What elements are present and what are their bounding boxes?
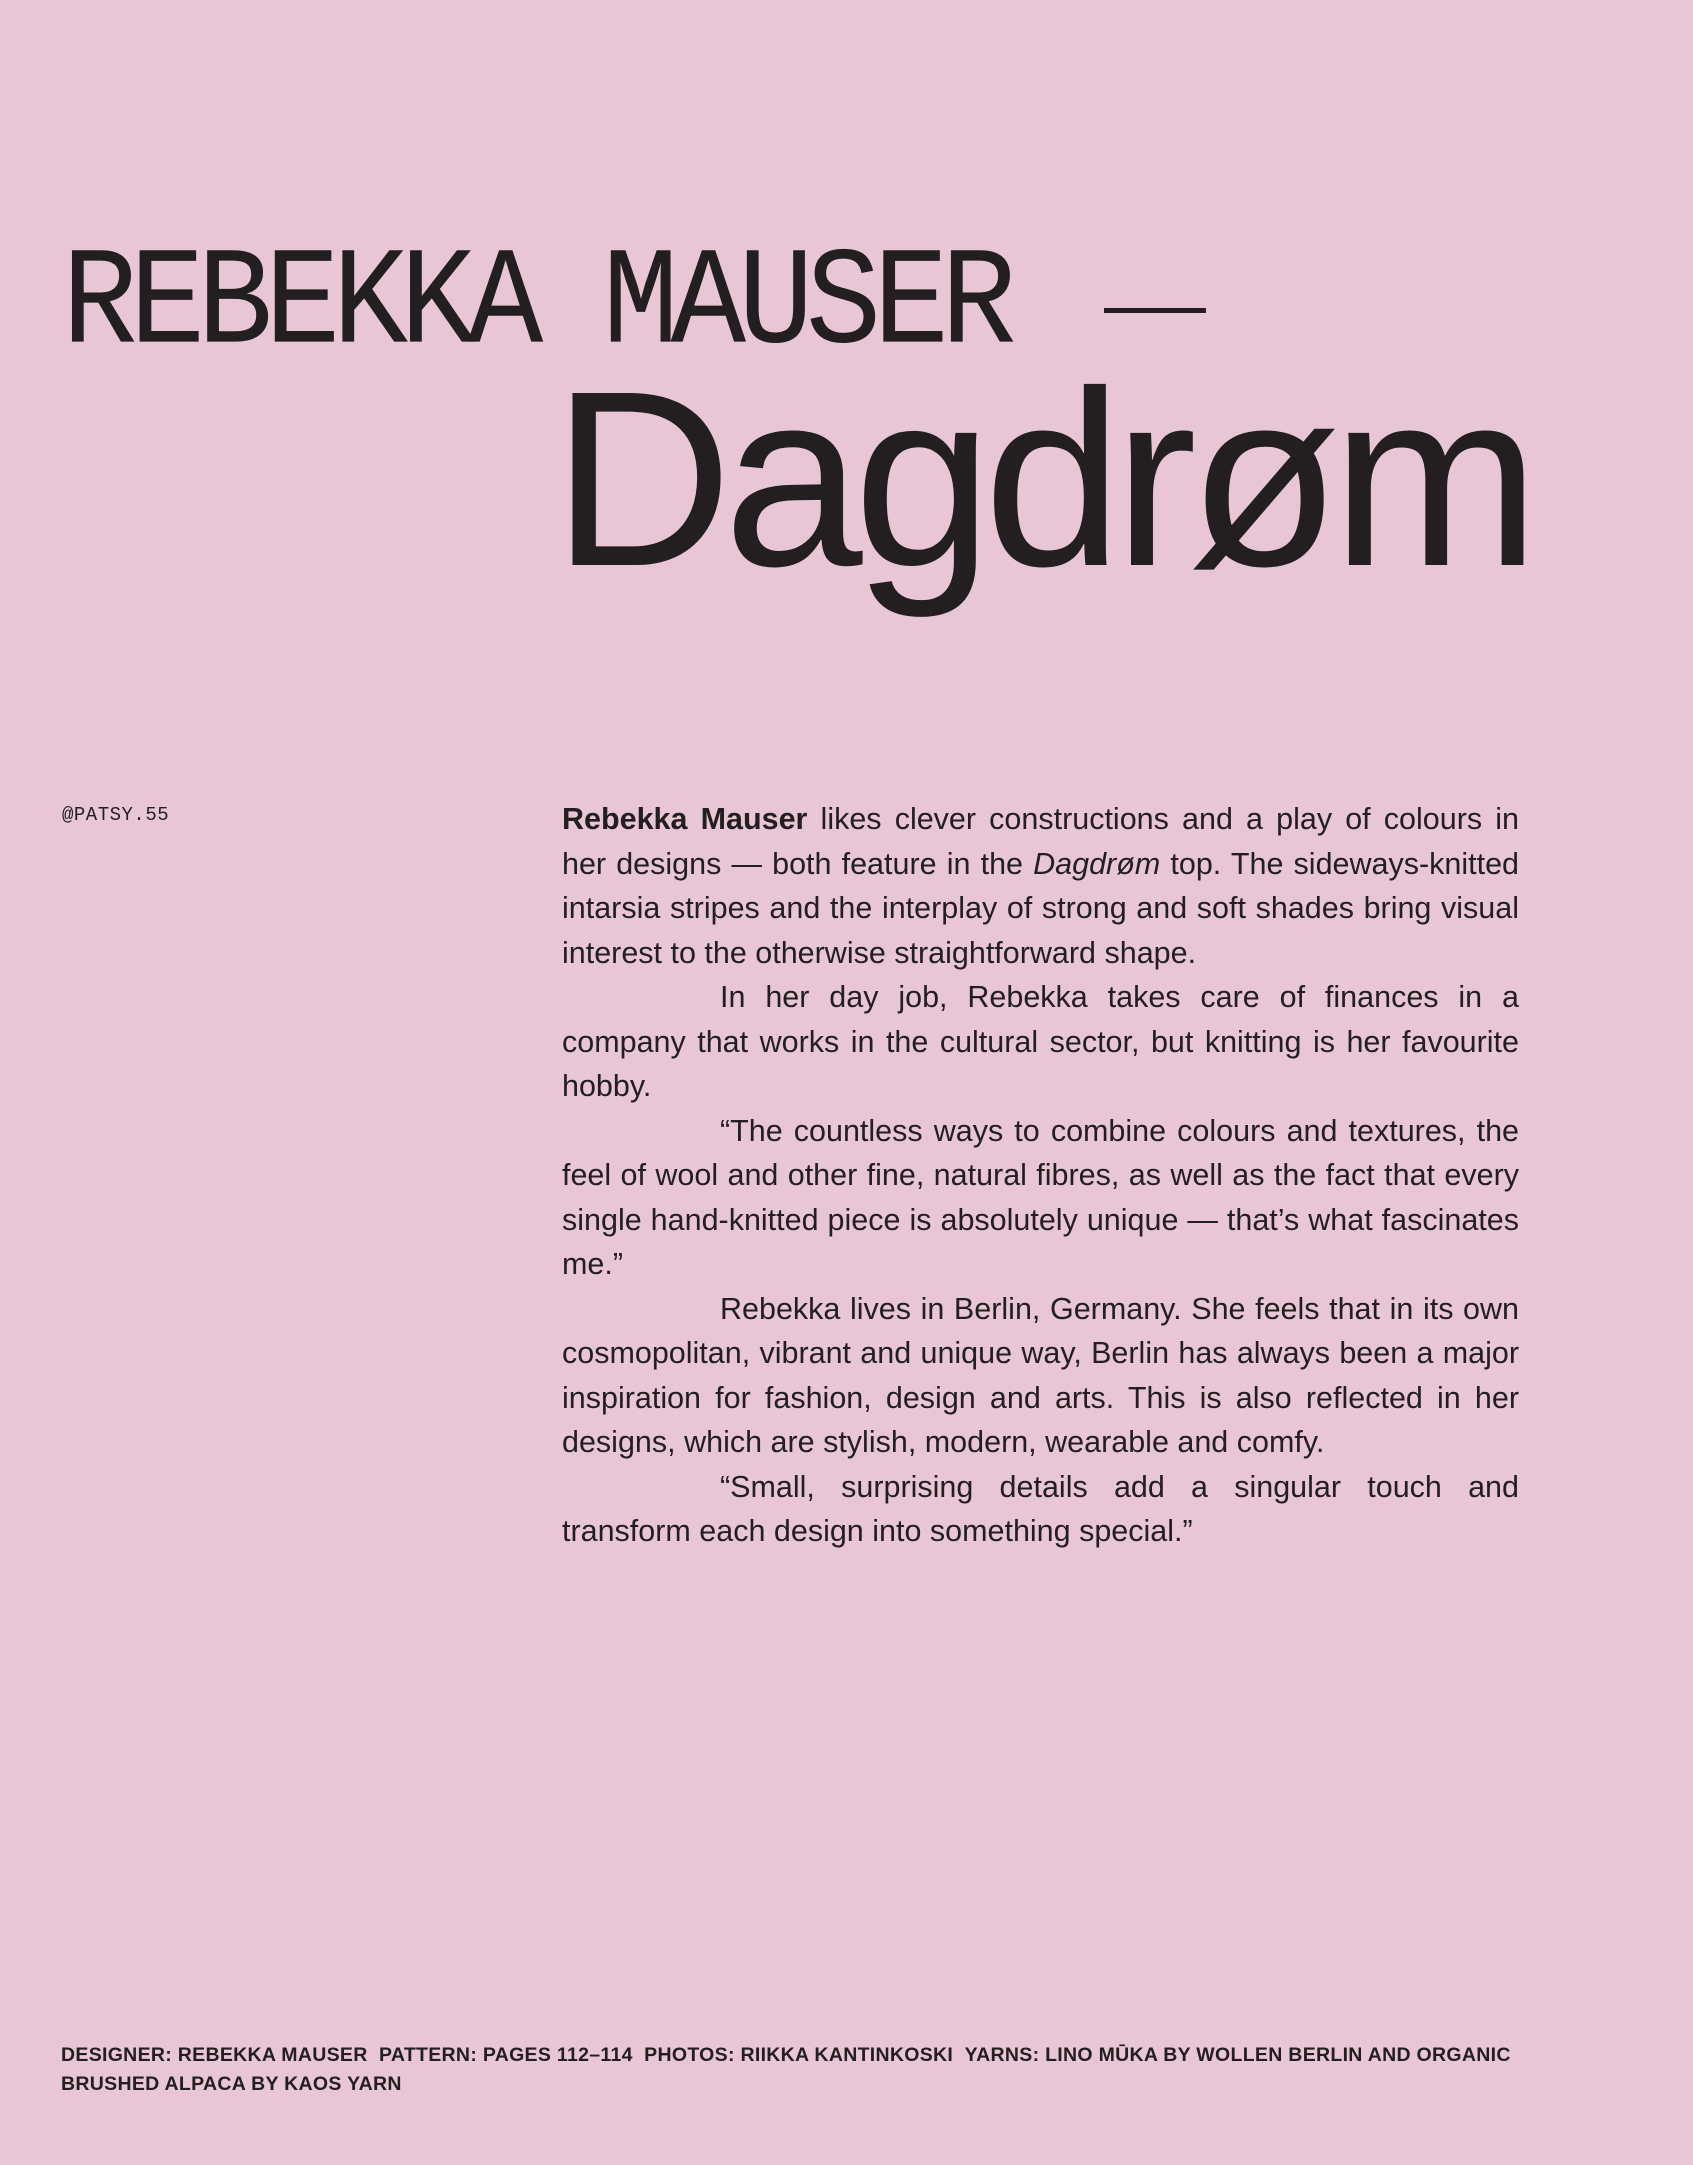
article-body: [562, 797, 1519, 1554]
intro-text-a: likes clever constructions and a play of colours in her designs — both feature in the: [562, 802, 1519, 881]
pattern-name-italic: Dagdrøm: [1033, 846, 1161, 881]
title-dash-divider: [1104, 308, 1206, 313]
credit-photos: PHOTOS: RIIKKA KANTINKOSKI: [644, 2044, 954, 2066]
credits-footer: [61, 2041, 1561, 2099]
article-paragraph-quote-1: “The countless ways to combine colours and textures, the feel of wool and other fine, natural fibres, as well as the fact that every single hand-knitted piece is absolutely unique — that’s what fascinates me.”: [562, 1113, 1519, 1281]
credit-designer: DESIGNER: REBEKKA MAUSER: [61, 2044, 368, 2066]
intro-text-b: top. The sideways-knitted intarsia stripes and the interplay of strong and soft shades bring visual interest to the otherwise straightforward shape.: [562, 846, 1520, 970]
credit-yarns: YARNS: LINO MŪKA BY WOLLEN BERLIN AND ORGANIC BRUSHED ALPACA BY KAOS YARN: [61, 2044, 1517, 2095]
designer-name-bold: Rebekka Mauser: [562, 802, 808, 836]
article-paragraph-quote-2: “Small, surprising details add a singular touch and transform each design into something special.”: [562, 1469, 1519, 1548]
instagram-handle: @PATSY.55: [62, 804, 170, 826]
article-paragraph-berlin: Rebekka lives in Berlin, Germany. She feels that in its own cosmopolitan, vibrant and unique way, Berlin has always been a major inspiration for fashion, design and arts. This is also reflected in her designs, which are stylish, modern, wearable and comfy.: [562, 1291, 1519, 1459]
article-paragraph-intro: [562, 797, 1519, 975]
designer-name: REBEKKA MAUSER: [62, 226, 1009, 384]
page-title: Dagdrøm: [552, 339, 1531, 618]
credit-pattern: PATTERN: PAGES 112–114: [379, 2044, 633, 2066]
article-paragraph-day-job: In her day job, Rebekka takes care of finances in a company that works in the cultural sector, but knitting is her favourite hobby.: [562, 980, 1519, 1103]
